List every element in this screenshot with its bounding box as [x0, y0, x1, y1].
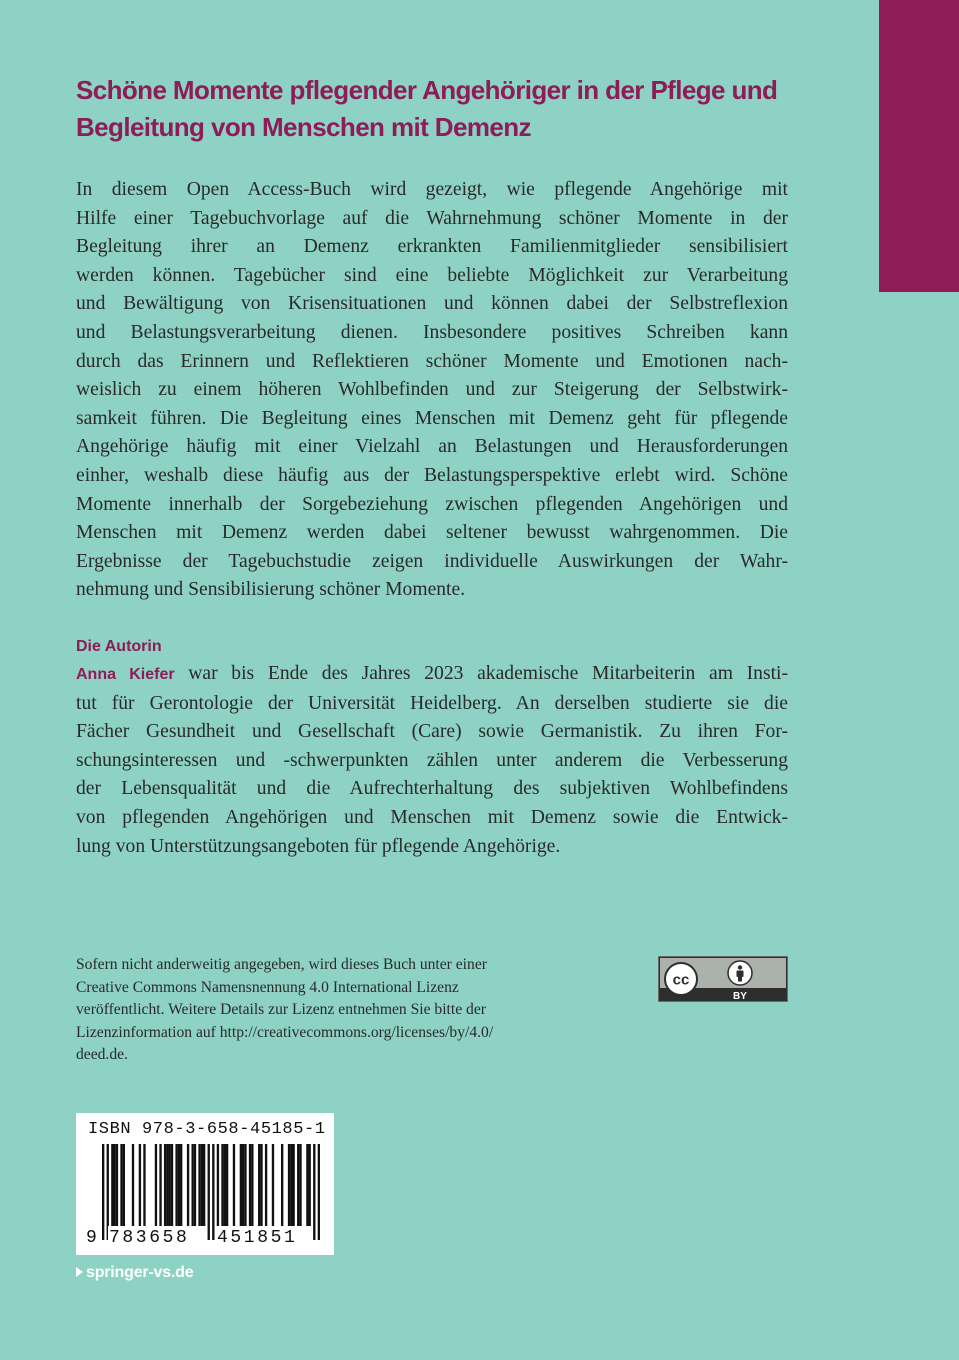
- author-bio-line: lung von Unterstützungsangeboten für pflegende Angehörige.: [76, 835, 561, 857]
- license-line: deed.de.: [76, 1046, 128, 1063]
- description-line: Momente innerhalb der Sorgebeziehung zwischen pflegenden Angehörigen und: [76, 493, 788, 515]
- barcode-bar: [309, 1144, 311, 1226]
- barcode-bar: [288, 1144, 290, 1226]
- isbn-barcode: [76, 1113, 334, 1255]
- title-line: Begleitung von Menschen mit Demenz: [76, 112, 531, 142]
- barcode-bar: [191, 1144, 193, 1226]
- barcode-bar: [171, 1144, 173, 1226]
- title-line: Schöne Momente pflegender Angehöriger in der Pflege und: [76, 75, 778, 105]
- barcode-bar: [113, 1144, 115, 1226]
- barcode-bar: [258, 1144, 260, 1226]
- barcode-digit-first: 9: [86, 1228, 97, 1248]
- license-notice: [76, 954, 596, 1067]
- barcode-bar: [123, 1144, 125, 1226]
- publisher-website-link[interactable]: [76, 1262, 193, 1284]
- license-line: Sofern nicht anderweitig angegeben, wird dieses Buch unter einer: [76, 956, 487, 973]
- barcode-bar: [249, 1144, 251, 1226]
- book-description: [76, 176, 788, 605]
- description-line: und Belastungsverarbeitung dienen. Insbesondere positives Schreiben kann: [76, 321, 788, 343]
- description-line: In diesem Open Access-Buch wird gezeigt, wie pflegende Angehörige mit: [76, 179, 788, 200]
- description-line: weislich zu einem höheren Wohlbefinden und zur Steigerung der Selbstwirk-: [76, 379, 788, 401]
- author-bio-text: war bis Ende des Jahres 2023 akademische Mitarbeiterin am Insti-: [174, 663, 788, 684]
- barcode-bar: [244, 1144, 246, 1226]
- author-bio: [76, 660, 788, 861]
- barcode-bar: [198, 1144, 200, 1226]
- barcode-bar: [159, 1144, 161, 1226]
- barcode-bar: [164, 1144, 166, 1226]
- description-line: Hilfe einer Tagebuchvorlage auf die Wahrnehmung schöner Momente in der: [76, 207, 788, 229]
- author-bio-line: schungsinteressen und -schwerpunkten zählen unter anderem die Verbesserung: [76, 749, 788, 771]
- barcode-digits-left: 783658: [109, 1228, 190, 1248]
- description-line: einher, weshalb diese häufig aus der Belastungsperspektive erlebt wird. Schöne: [76, 464, 788, 486]
- barcode-bar: [306, 1144, 308, 1226]
- license-line: Creative Commons Namensnennung 4.0 International Lizenz: [76, 978, 459, 996]
- cc-by-license-badge: [658, 956, 788, 1002]
- barcode-bar: [132, 1144, 134, 1226]
- description-line: samkeit führen. Die Begleitung eines Menschen mit Demenz geht für pflegende: [76, 407, 788, 429]
- barcode-bar: [217, 1144, 219, 1226]
- barcode-bar: [116, 1144, 118, 1226]
- barcode-bar: [299, 1144, 301, 1226]
- barcode-bar: [139, 1144, 141, 1226]
- barcode-bar: [260, 1144, 262, 1226]
- description-line: Menschen mit Demenz werden dabei seltener bewusst wahrgenommen. Die: [76, 522, 788, 544]
- barcode-digits-right: 451851: [217, 1228, 298, 1248]
- description-line: werden können. Tagebücher sind eine beliebte Möglichkeit zur Verarbeitung: [76, 264, 788, 286]
- license-line: veröffentlicht. Weitere Details zur Lizenz entnehmen Sie bitte der: [76, 1001, 486, 1018]
- publisher-link-text: springer-vs.de: [86, 1264, 194, 1281]
- barcode-bar: [203, 1144, 205, 1226]
- license-line: Lizenzinformation auf http://creativecommons.org/licenses/by/4.0/: [76, 1023, 494, 1041]
- barcode-bar: [240, 1144, 242, 1226]
- cc-by-icon: [658, 956, 788, 1002]
- corner-color-tab: [879, 0, 959, 292]
- book-title: [76, 72, 796, 146]
- description-line: und Bewältigung von Krisensituationen und können dabei der Selbstreflexion: [76, 293, 788, 315]
- description-line: Begleitung ihrer an Demenz erkrankten Familienmitglieder sensibilisiert: [76, 236, 788, 258]
- svg-text:cc: cc: [672, 971, 690, 989]
- barcode-bar: [175, 1144, 177, 1226]
- barcode-bar: [166, 1144, 168, 1226]
- barcode-bar: [180, 1144, 182, 1226]
- cc-by-label: BY: [733, 991, 747, 1002]
- description-line: Ergebnisse der Tagebuchstudie zeigen individuelle Auswirkungen der Wahr-: [76, 550, 788, 572]
- barcode-bar: [292, 1144, 294, 1226]
- barcode-bar: [201, 1144, 203, 1226]
- description-line: nehmung und Sensibilisierung schöner Momente.: [76, 579, 466, 601]
- barcode-bar: [143, 1144, 145, 1226]
- barcode-bar: [265, 1144, 267, 1226]
- arrow-right-icon: [76, 1267, 83, 1277]
- author-bio-line: Fächer Gesundheit und Gesellschaft (Care) sowie Germanistik. Zu ihren For-: [76, 721, 788, 743]
- description-line: durch das Erinnern und Reflektieren schöner Momente und Emotionen nach-: [76, 350, 788, 372]
- barcode-bar: [187, 1144, 189, 1226]
- barcode-bar: [226, 1144, 228, 1226]
- barcode-bar: [120, 1144, 122, 1226]
- barcode-bar: [290, 1144, 292, 1226]
- barcode-bar: [169, 1144, 171, 1226]
- isbn-number: ISBN 978-3-658-45185-1: [88, 1120, 326, 1139]
- author-bio-line: tut für Gerontologie der Universität Heidelberg. An derselben studierte sie die: [76, 692, 788, 714]
- description-line: Angehörige häufig mit einer Vielzahl an Belastungen und Herausforderungen: [76, 436, 788, 458]
- author-name: Anna Kiefer: [76, 666, 175, 683]
- barcode-bar: [178, 1144, 180, 1226]
- barcode-bar: [251, 1144, 253, 1226]
- author-heading: Die Autorin: [76, 638, 162, 655]
- author-bio-line: von pflegenden Angehörigen und Menschen mit Demenz sowie die Entwick-: [76, 806, 788, 828]
- barcode-bar: [272, 1144, 274, 1226]
- author-bio-line: der Lebensqualität und die Aufrechterhaltung des subjektiven Wohlbefindens: [76, 778, 788, 800]
- author-bio-first-line: [76, 660, 788, 690]
- barcode-bar: [221, 1144, 223, 1226]
- barcode-bar: [224, 1144, 226, 1226]
- barcode-bar: [194, 1144, 196, 1226]
- barcode-bar: [242, 1144, 244, 1226]
- barcode-bar: [281, 1144, 283, 1226]
- barcode-bar: [111, 1144, 113, 1226]
- barcode-bar: [155, 1144, 157, 1226]
- barcode-bar: [297, 1144, 299, 1226]
- barcode-bar: [233, 1144, 235, 1226]
- barcode-digits: [82, 1226, 328, 1250]
